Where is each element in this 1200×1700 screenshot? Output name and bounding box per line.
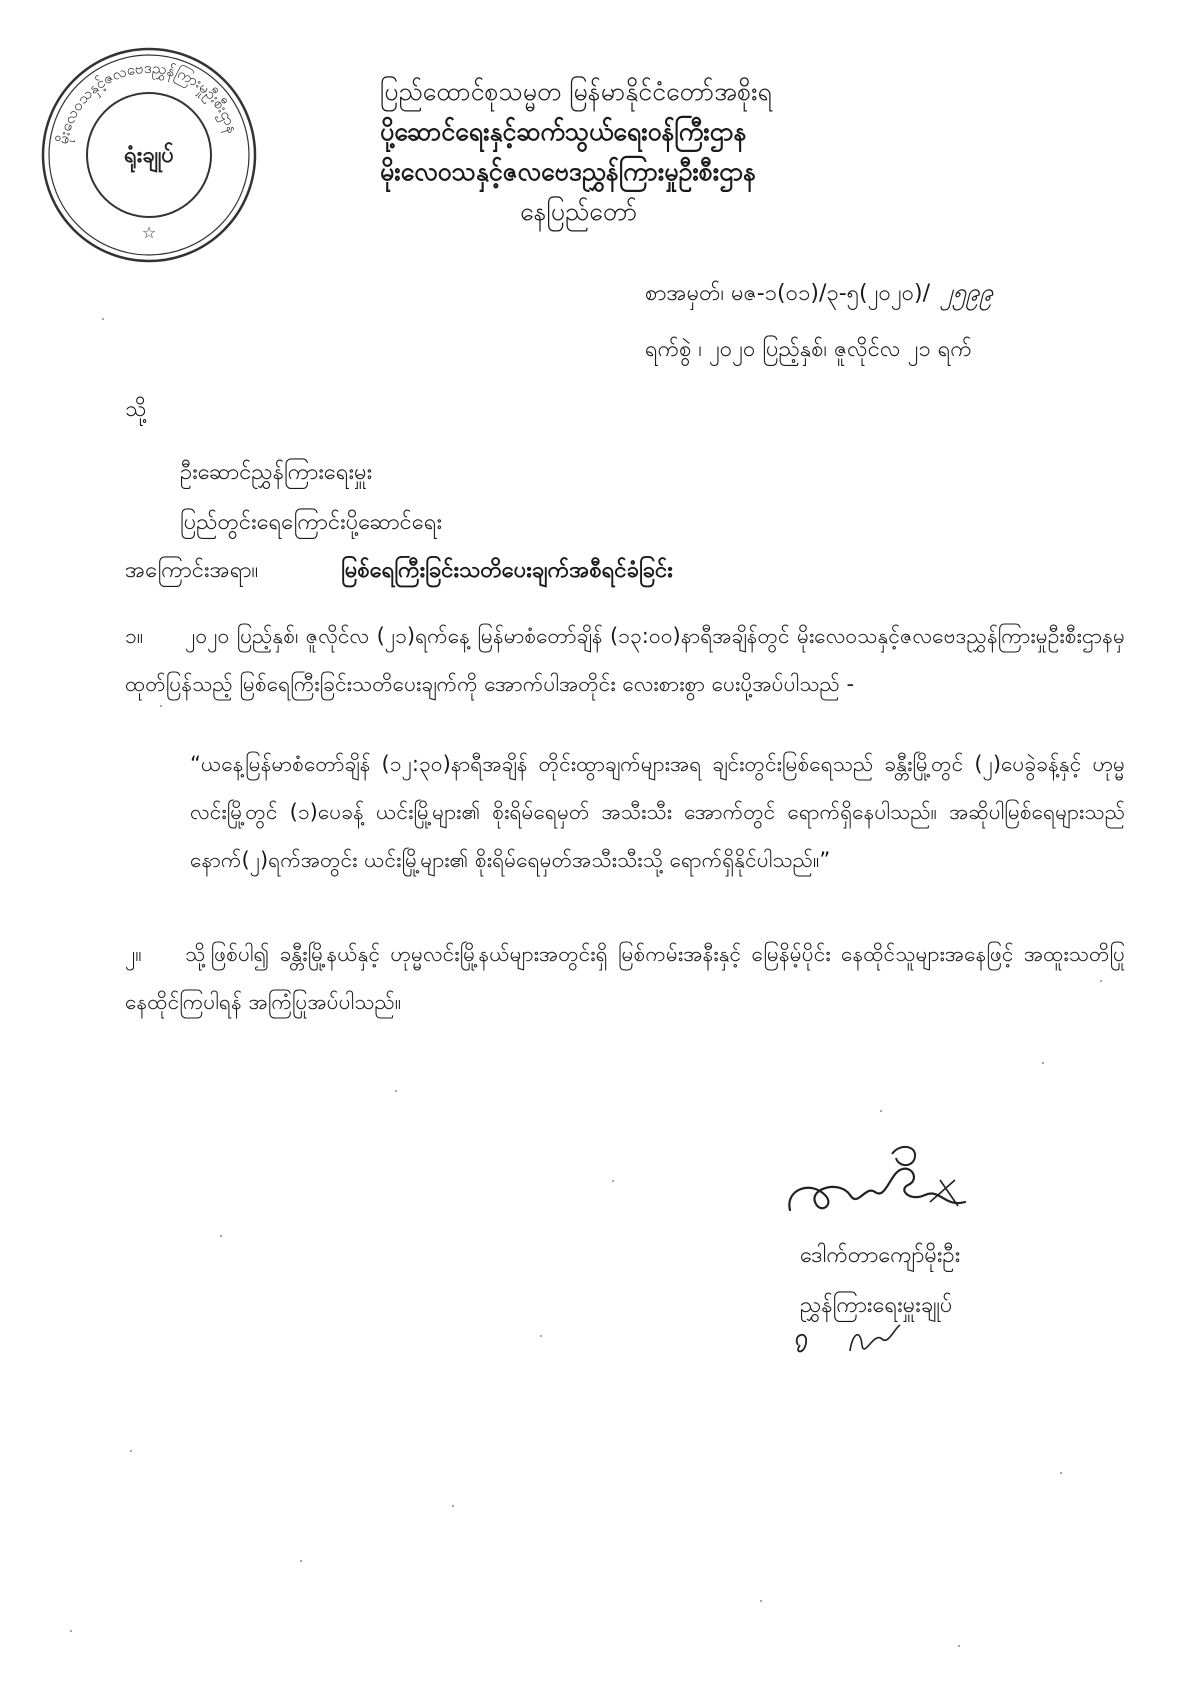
seal-ring-text: မိုးလေဝသနှင့်ဇလဗေဒညွှန်ကြားမှုဦးစီးဌာန xyxy=(53,58,242,146)
reference-number xyxy=(645,276,993,312)
paragraph-1-number: ၁။ xyxy=(125,624,144,648)
paragraph-1-text: ၂၀၂၀ ပြည့်နှစ်၊ ဇူလိုင်လ (၂၁)ရက်နေ့ မြန်မာစံတော်ချိန် (၁၃:၀၀)နာရီအချိန်တွင် မိုးလေဝသနှင့်ဇလဗေဒညွှန်ကြားမှုဦးစီးဌာနမှ ထုတ်ပြန်သည့် မြစ်ရေကြီးခြင်းသတိပေးချက်ကို အောက်ပါအတိုင်း လေးစားစွာ ပေးပို့အပ်ပါသည် - xyxy=(125,624,1125,696)
subject-line xyxy=(125,555,673,588)
letter-date: ရက်စွဲ ၊ ၂၀၂၀ ပြည့်နှစ်၊ ဇူလိုင်လ ၂၁ ရက် xyxy=(645,337,972,362)
signatory-name: ဒေါက်တာကျော်မိုးဦး xyxy=(800,1243,961,1268)
recipient-block xyxy=(180,448,442,548)
to-label: သို့ xyxy=(125,397,147,422)
reference-label: စာအမှတ်၊ မဇ-၁(၀၁)/၃-၅(၂၀၂၀)/ xyxy=(645,281,931,306)
city-name: နေပြည်တော် xyxy=(520,197,638,226)
svg-text:☆: ☆ xyxy=(141,223,157,242)
recipient-organization: ပြည်တွင်းရေကြောင်းပို့ဆောင်ရေး xyxy=(180,510,443,535)
initials-icon xyxy=(790,1315,910,1365)
seal-center-text: ရုံးချုပ် xyxy=(124,143,174,168)
paragraph-1 xyxy=(125,612,1125,708)
paragraph-2-number: ၂။ xyxy=(125,942,142,966)
department-seal xyxy=(34,40,264,270)
signature-icon xyxy=(780,1140,980,1230)
flood-warning-quote: “ယနေ့မြန်မာစံတော်ချိန် (၁၂:၃၀)နာရီအချိန် တိုင်းထွာချက်များအရ ချင်းတွင်းမြစ်ရေသည် ခန္တီးမြို့တွင် (၂)ပေခွဲခန့်နှင့် ဟုမ္မလင်းမြို့တွင် (၁)ပေခန့် ယင်းမြို့များ၏ စိုးရိမ်ရေမှတ် အသီးသီး အောက်တွင် ရောက်ရှိနေပါသည်။ အဆိုပါမြစ်ရေများသည် နောက်(၂)ရက်အတွင်း ယင်းမြို့များ၏ စိုးရိမ်ရေမှတ်အသီးသီးသို့ ရောက်ရှိနိုင်ပါသည်။” xyxy=(190,752,1125,872)
subject-text: မြစ်ရေကြီးခြင်းသတိပေးချက်အစီရင်ခံခြင်း xyxy=(341,558,673,583)
signatory-title: ညွှန်ကြားရေးမှူးချုပ် xyxy=(800,1293,953,1318)
subject-label: အကြောင်းအရာ။ xyxy=(125,558,259,583)
letter-header xyxy=(380,72,940,232)
department-name: မိုးလေဝသနှင့်ဇလဗေဒညွှန်ကြားမှုဦးစီးဌာန xyxy=(380,157,757,186)
reference-handwritten-number: ၂၅၉၉ xyxy=(941,278,994,306)
paragraph-2 xyxy=(125,930,1125,1026)
signature-block xyxy=(800,1140,1100,1360)
recipient-title: ဦးဆောင်ညွှန်ကြားရေးမှူး xyxy=(180,460,373,485)
paragraph-2-text: သို့ဖြစ်ပါ၍ ခန္တီးမြို့နယ်နှင့် ဟုမ္မလင်းမြို့နယ်များအတွင်းရှိ မြစ်ကမ်းအနီးနှင့် မြေနိမ့်ပိုင်း နေထိုင်သူများအနေဖြင့် အထူးသတိပြု နေထိုင်ကြပါရန် အကြံပြုအပ်ပါသည်။ xyxy=(125,942,1125,1014)
ministry-name: ပို့ဆောင်ရေးနှင့်ဆက်သွယ်ရေးဝန်ကြီးဌာန xyxy=(380,117,747,146)
government-name: ပြည်ထောင်စုသမ္မတ မြန်မာနိုင်ငံတော်အစိုးရ xyxy=(380,77,772,106)
